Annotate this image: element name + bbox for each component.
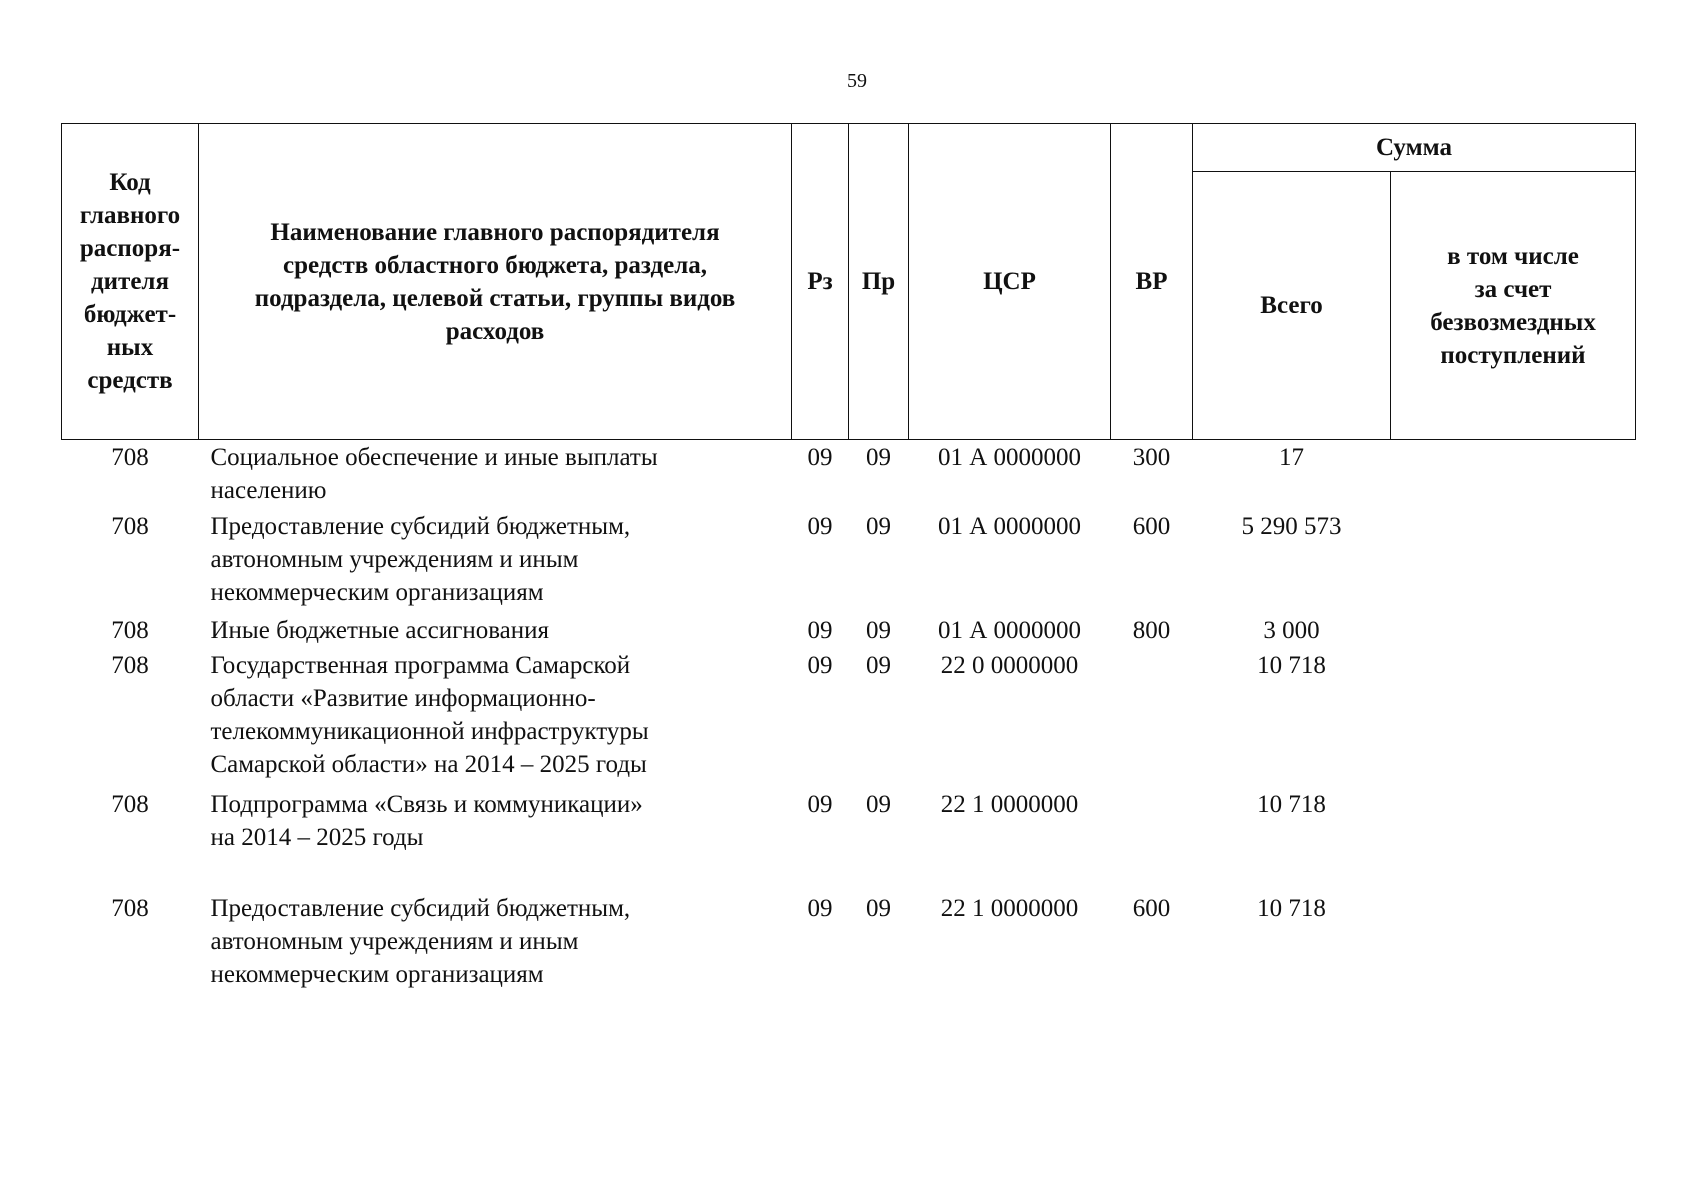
name-line: на 2014 – 2025 годы: [210, 823, 424, 851]
header-vr: ВР: [1111, 124, 1193, 440]
cell-csr: 01 А 0000000: [937, 616, 1082, 644]
cell-rz: 09: [807, 616, 833, 644]
cell-csr: 01 А 0000000: [937, 444, 1082, 471]
cell-vr: [1111, 787, 1193, 891]
name-line: автономным учреждениям и иным: [210, 545, 579, 573]
cell-pr: 09: [866, 790, 891, 818]
cell-name: [199, 891, 792, 1001]
name-line: Предоставление субсидий бюджетным,: [210, 894, 631, 922]
cell-code: 708: [111, 512, 149, 540]
name-line: Социальное обеспечение и иные выплаты: [210, 444, 658, 471]
header-line: подраздела, целевой статьи, группы видов: [254, 284, 736, 312]
cell-rz: 09: [807, 444, 833, 471]
header-total: Всего: [1193, 172, 1391, 440]
table-row: [62, 509, 1636, 613]
cell-code: 708: [111, 444, 149, 471]
name-line: автономным учреждениям и иным: [210, 927, 579, 955]
cell-code: 708: [111, 616, 149, 644]
budget-table: [61, 123, 1636, 1001]
header-line: средств: [87, 367, 173, 394]
header-line: дителя: [91, 268, 169, 295]
cell-code: 708: [111, 651, 149, 679]
cell-pr: 09: [866, 651, 891, 679]
cell-code: 708: [111, 790, 149, 818]
name-line: некоммерческим организациям: [210, 960, 544, 988]
table-row: [62, 613, 1636, 648]
name-line: Государственная программа Самарской: [210, 651, 631, 679]
cell-name: [199, 509, 792, 613]
header-line: безвозмездных: [1430, 308, 1596, 336]
cell-rz: 09: [807, 790, 833, 818]
cell-vr: [1111, 648, 1193, 787]
cell-grants: [1391, 613, 1636, 648]
page-number: 59: [847, 70, 867, 92]
header-line: в том числе: [1447, 242, 1579, 270]
header-line: бюджет-: [83, 301, 177, 328]
cell-total: 17: [1279, 444, 1304, 471]
cell-name: [199, 613, 792, 648]
cell-total: 3 000: [1263, 616, 1320, 644]
table-row: [62, 440, 1636, 509]
header-grants: [1391, 172, 1636, 440]
cell-grants: [1391, 440, 1636, 509]
cell-rz: 09: [807, 512, 833, 540]
cell-code: 708: [111, 894, 149, 922]
table-row: [62, 891, 1636, 1001]
cell-csr: 22 1 0000000: [940, 894, 1079, 922]
header-name: [199, 124, 792, 440]
cell-pr: 09: [866, 444, 891, 471]
cell-vr: 300: [1132, 444, 1171, 471]
header-rz: Рз: [792, 124, 849, 440]
cell-pr: 09: [866, 512, 891, 540]
table-row: [62, 648, 1636, 787]
header-sum: Сумма: [1193, 124, 1636, 172]
cell-grants: [1391, 509, 1636, 613]
name-line: Иные бюджетные ассигнования: [210, 616, 550, 644]
header-line: распоря-: [79, 235, 181, 262]
cell-name: [199, 648, 792, 787]
cell-csr: 22 0 0000000: [940, 651, 1079, 679]
cell-grants: [1391, 648, 1636, 787]
name-line: Подпрограмма «Связь и коммуникации»: [210, 790, 643, 818]
name-line: телекоммуникационной инфраструктуры: [210, 717, 649, 745]
header-csr: ЦСР: [909, 124, 1111, 440]
cell-total: 10 718: [1257, 894, 1326, 922]
cell-vr: 600: [1132, 512, 1171, 540]
name-line: области «Развитие информационно-: [210, 684, 596, 712]
cell-total: 10 718: [1257, 651, 1326, 679]
cell-vr: 600: [1132, 894, 1171, 922]
cell-csr: 01 А 0000000: [937, 512, 1082, 540]
cell-pr: 09: [866, 616, 891, 644]
header-line: ных: [106, 334, 154, 361]
cell-rz: 09: [807, 894, 833, 922]
cell-name: [199, 440, 792, 509]
cell-vr: 800: [1132, 616, 1171, 644]
cell-pr: 09: [866, 894, 891, 922]
header-pr: Пр: [849, 124, 909, 440]
header-line: Наименование главного распорядителя: [270, 218, 720, 246]
cell-grants: [1391, 891, 1636, 1001]
header-line: главного: [79, 202, 181, 229]
table-row: [62, 787, 1636, 891]
name-line: населению: [210, 477, 327, 504]
cell-rz: 09: [807, 651, 833, 679]
header-code: [62, 124, 199, 440]
cell-csr: 22 1 0000000: [940, 790, 1079, 818]
header-line: Код: [109, 169, 151, 196]
name-line: Предоставление субсидий бюджетным,: [210, 512, 631, 540]
cell-total: 10 718: [1257, 790, 1326, 818]
name-line: Самарской области» на 2014 – 2025 годы: [210, 750, 647, 778]
header-line: средств областного бюджета, раздела,: [282, 251, 708, 279]
header-line: расходов: [445, 317, 545, 345]
cell-total: 5 290 573: [1241, 512, 1342, 540]
table-body: [62, 440, 1636, 1001]
cell-grants: [1391, 787, 1636, 891]
header-line: за счет: [1474, 275, 1552, 303]
header-line: поступлений: [1440, 341, 1586, 369]
cell-name: [199, 787, 792, 891]
name-line: некоммерческим организациям: [210, 578, 544, 606]
